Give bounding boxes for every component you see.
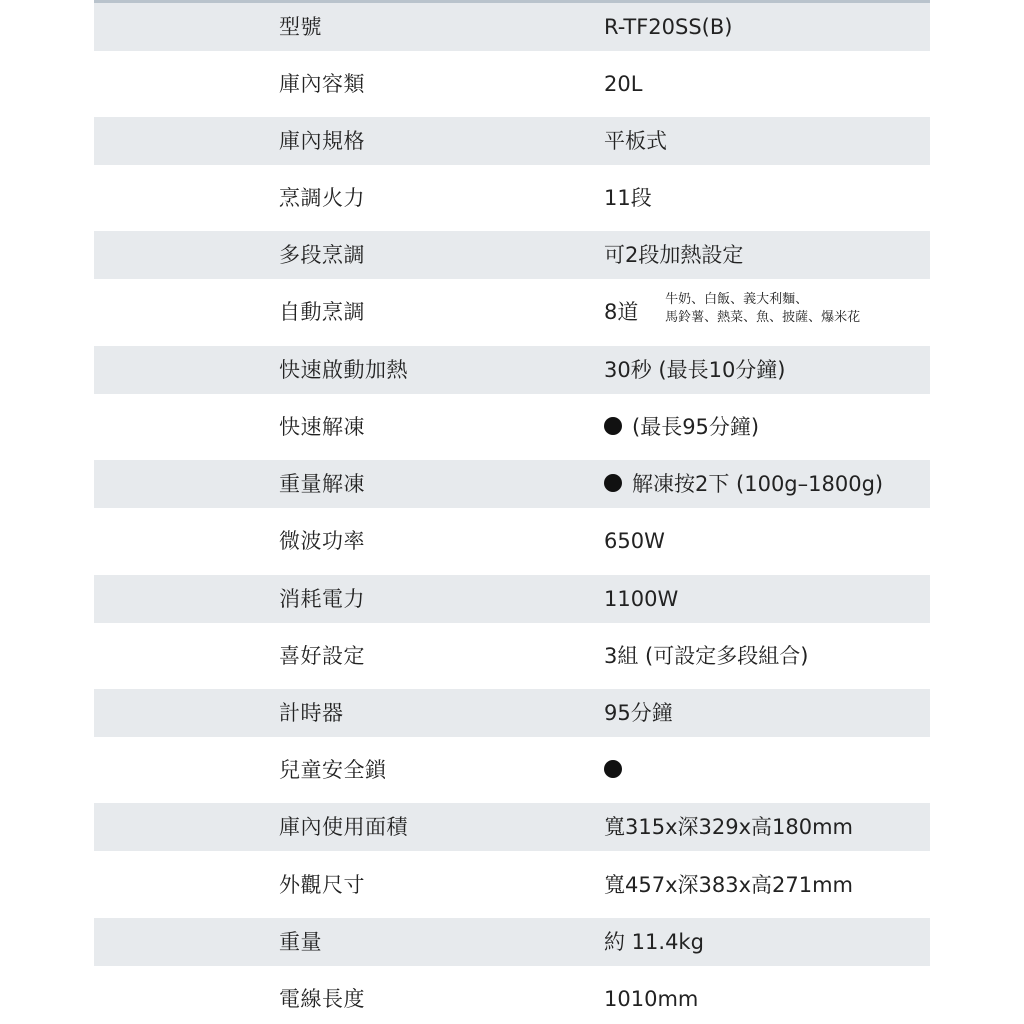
- spec-value: 650W: [604, 529, 665, 553]
- spec-row-exterior-dimensions: [94, 861, 930, 909]
- spec-label: 庫內規格: [279, 129, 365, 153]
- spec-row-quick-start: [94, 346, 930, 394]
- spec-value-text: 解凍按2下 (100g–1800g): [632, 472, 884, 496]
- spec-value: 11段: [604, 186, 652, 210]
- spec-label: 重量: [279, 930, 322, 954]
- spec-row-quick-defrost: [94, 403, 930, 451]
- spec-row-capacity: [94, 60, 930, 108]
- spec-label: 快速解凍: [279, 415, 365, 439]
- spec-label: 重量解凍: [279, 472, 365, 496]
- spec-value: 20L: [604, 72, 643, 96]
- spec-label: 消耗電力: [279, 587, 365, 611]
- spec-label: 微波功率: [279, 529, 365, 553]
- spec-value: [604, 288, 860, 336]
- spec-label: 外觀尺寸: [279, 873, 365, 897]
- spec-label: 喜好設定: [279, 644, 365, 668]
- spec-row-model: [94, 3, 930, 51]
- spec-row-auto-cook: [94, 288, 930, 336]
- spec-value: 30秒 (最長10分鐘): [604, 358, 786, 382]
- spec-row-cord-length: [94, 975, 930, 1023]
- spec-value: [604, 746, 632, 794]
- spec-label: 兒童安全鎖: [279, 758, 387, 782]
- spec-row-multi-stage: [94, 231, 930, 279]
- auto-cook-count: 8道: [604, 300, 639, 324]
- spec-value: [604, 403, 759, 451]
- auto-cook-menu-line: 牛奶、白飯、義大利麵、: [665, 292, 809, 307]
- spec-value: 寬457x深383x高271mm: [604, 873, 854, 897]
- spec-row-interior-type: [94, 117, 930, 165]
- spec-value: [604, 460, 883, 508]
- auto-cook-menu-list: [665, 291, 860, 327]
- spec-value: 約 11.4kg: [604, 930, 704, 954]
- bullet-dot-icon: [604, 760, 622, 778]
- spec-label: 庫內使用面積: [279, 815, 408, 839]
- spec-value: 平板式: [604, 129, 667, 153]
- spec-value: 1010mm: [604, 987, 699, 1011]
- bullet-dot-icon: [604, 474, 622, 492]
- spec-table: [94, 0, 930, 1024]
- spec-row-interior-dimensions: [94, 803, 930, 851]
- spec-row-power-consumption: [94, 575, 930, 623]
- spec-label: 型號: [279, 15, 322, 39]
- spec-row-child-lock: [94, 746, 930, 794]
- spec-value: 可2段加熱設定: [604, 243, 744, 267]
- spec-row-weight: [94, 918, 930, 966]
- spec-label: 計時器: [279, 701, 344, 725]
- spec-value: 寬315x深329x高180mm: [604, 815, 854, 839]
- spec-value: 3組 (可設定多段組合): [604, 644, 809, 668]
- spec-label: 快速啟動加熱: [279, 358, 408, 382]
- auto-cook-menu-line: 馬鈴薯、熱菜、魚、披薩、爆米花: [665, 310, 861, 325]
- spec-row-weight-defrost: [94, 460, 930, 508]
- spec-value-text: (最長95分鐘): [632, 415, 760, 439]
- spec-label: 多段烹調: [279, 243, 365, 267]
- spec-row-power-levels: [94, 174, 930, 222]
- spec-row-favorites: [94, 632, 930, 680]
- spec-value: R-TF20SS(B): [604, 15, 733, 39]
- spec-row-microwave-power: [94, 517, 930, 565]
- spec-label: 自動烹調: [279, 300, 365, 324]
- spec-label: 烹調火力: [279, 186, 365, 210]
- spec-value: 95分鐘: [604, 701, 673, 725]
- spec-value: 1100W: [604, 587, 679, 611]
- spec-row-timer: [94, 689, 930, 737]
- bullet-dot-icon: [604, 417, 622, 435]
- spec-label: 電線長度: [279, 987, 365, 1011]
- spec-label: 庫內容類: [279, 72, 365, 96]
